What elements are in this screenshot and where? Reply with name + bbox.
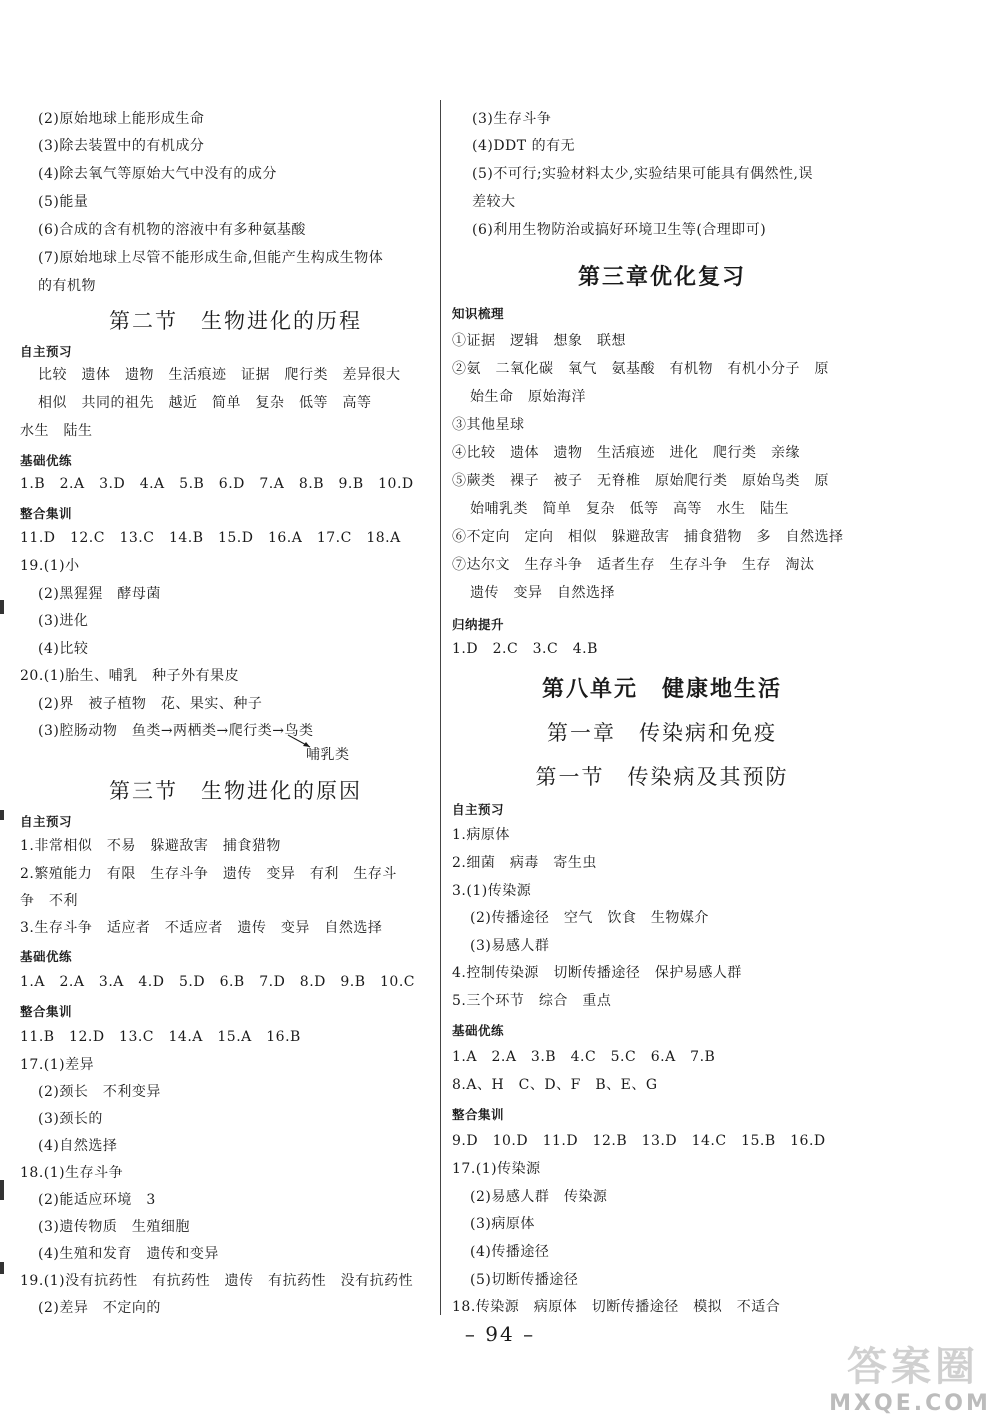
- answer-line: (4)生殖和发育 遗传和变异: [38, 1246, 219, 1262]
- subsection-label: 知识梳理: [452, 306, 505, 321]
- answer-line: (4)DDT 的有无: [472, 138, 576, 154]
- answer-line: 4.控制传染源 切断传播途径 保护易感人群: [452, 965, 742, 981]
- answer-line: ④比较 遗体 遗物 生活痕迹 进化 爬行类 亲缘: [452, 445, 800, 461]
- answer-line: 5.三个环节 综合 重点: [452, 993, 612, 1009]
- scan-mark: [0, 1180, 4, 1200]
- section-heading: 第二节 生物进化的历程: [109, 309, 362, 333]
- answer-line: 1.D 2.C 3.C 4.B: [452, 641, 598, 657]
- column-divider: [440, 100, 441, 1315]
- answer-line: 2.繁殖能力 有限 生存斗争 遗传 变异 有利 生存斗: [20, 866, 397, 882]
- answer-line: ①证据 逻辑 想象 联想: [452, 333, 626, 349]
- watermark: [825, 1335, 995, 1420]
- chapter-review-heading: 第三章优化复习: [577, 265, 746, 290]
- answer-line: 始哺乳类 简单 复杂 低等 高等 水生 陆生: [470, 501, 789, 517]
- answer-line: (4)自然选择: [38, 1138, 118, 1154]
- answer-line: (5)能量: [38, 194, 89, 210]
- answer-line: 17.(1)传染源: [452, 1161, 541, 1177]
- answer-line: ⑦达尔文 生存斗争 适者生存 生存斗争 生存 淘汰: [452, 557, 815, 573]
- answer-line: 1.病原体: [452, 827, 510, 843]
- subsection-label: 自主预习: [20, 344, 73, 359]
- scan-mark: [0, 600, 4, 614]
- section-heading: 第三节 生物进化的原因: [109, 779, 362, 803]
- answer-line: 差较大: [472, 194, 516, 210]
- answer-line: 相似 共同的祖先 越近 简单 复杂 低等 高等: [38, 395, 372, 411]
- answer-line: (2)界 被子植物 花、果实、种子: [38, 696, 263, 712]
- answer-line: (3)遗传物质 生殖细胞: [38, 1219, 190, 1235]
- answer-line: 11.D 12.C 13.C 14.B 15.D 16.A 17.C 18.A: [20, 530, 401, 546]
- answer-line: 11.B 12.D 13.C 14.A 15.A 16.B: [20, 1029, 301, 1045]
- unit-heading: 第八单元 健康地生活: [541, 677, 782, 702]
- answer-line: ⑤蕨类 裸子 被子 无脊椎 原始爬行类 原始鸟类 原: [452, 473, 829, 489]
- answer-line: 8.A、H C、D、F B、E、G: [452, 1077, 658, 1093]
- subsection-label: 整合集训: [20, 506, 73, 521]
- watermark-text: MXQE.COM: [829, 1391, 991, 1416]
- subsection-label: 基础优练: [20, 949, 73, 964]
- answer-line: 遗传 变异 自然选择: [470, 585, 615, 601]
- answer-line: 比较 遗体 遗物 生活痕迹 证据 爬行类 差异很大: [38, 367, 401, 383]
- answer-line: 1.非常相似 不易 躲避敌害 捕食猎物: [20, 838, 281, 854]
- answer-line: 3.生存斗争 适应者 不适应者 遗传 变异 自然选择: [20, 920, 383, 936]
- answer-line: 争 不利: [20, 893, 78, 909]
- answer-line: (3)除去装置中的有机成分: [38, 138, 205, 154]
- answer-line: (2)能适应环境 3: [38, 1192, 156, 1208]
- subsection-label: 整合集训: [20, 1004, 73, 1019]
- answer-line: (2)差异 不定向的: [38, 1300, 161, 1316]
- subsection-label: 整合集训: [452, 1107, 505, 1122]
- answer-line: 1.B 2.A 3.D 4.A 5.B 6.D 7.A 8.B 9.B 10.D: [20, 476, 414, 492]
- answer-line: 1.A 2.A 3.B 4.C 5.C 6.A 7.B: [452, 1049, 716, 1065]
- answer-line: 20.(1)胎生、哺乳 种子外有果皮: [20, 668, 240, 684]
- answer-line: (6)合成的含有机物的溶液中有多种氨基酸: [38, 222, 306, 238]
- subsection-label: 自主预习: [20, 814, 73, 829]
- answer-line: (2)颈长 不利变异: [38, 1084, 161, 1100]
- chapter-heading: 第一章 传染病和免疫: [547, 721, 777, 745]
- answer-line: (2)黑猩猩 酵母菌: [38, 586, 161, 602]
- answer-line: 19.(1)小: [20, 558, 80, 574]
- answer-line: (3)进化: [38, 613, 89, 629]
- answer-line: ②氨 二氧化碳 氧气 氨基酸 有机物 有机小分子 原: [452, 361, 829, 377]
- answer-line: (4)比较: [38, 641, 89, 657]
- scan-mark: [0, 1262, 4, 1274]
- answer-line: (3)病原体: [470, 1216, 535, 1232]
- subsection-label: 基础优练: [452, 1023, 505, 1038]
- answer-line: (2)易感人群 传染源: [470, 1189, 608, 1205]
- answer-line: 9.D 10.D 11.D 12.B 13.D 14.C 15.B 16.D: [452, 1133, 826, 1149]
- answer-line: (4)除去氧气等原始大气中没有的成分: [38, 166, 277, 182]
- subsection-label: 基础优练: [20, 453, 73, 468]
- page-number: – 94 –: [464, 1322, 536, 1346]
- answer-line: 水生 陆生: [20, 423, 93, 439]
- answer-line: ⑥不定向 定向 相似 躲避敌害 捕食猎物 多 自然选择: [452, 529, 844, 545]
- answer-line: (5)切断传播途径: [470, 1272, 579, 1288]
- answer-line: 18.传染源 病原体 切断传播途径 模拟 不适合: [452, 1299, 781, 1315]
- answer-line: (2)原始地球上能形成生命: [38, 111, 205, 127]
- answer-line: 1.A 2.A 3.A 4.D 5.D 6.B 7.D 8.D 9.B 10.C: [20, 974, 415, 990]
- answer-line: 3.(1)传染源: [452, 883, 532, 899]
- answer-line: (3)颈长的: [38, 1111, 103, 1127]
- answer-line: (4)传播途径: [470, 1244, 550, 1260]
- answer-line: ③其他星球: [452, 417, 525, 433]
- section-heading: 第一节 传染病及其预防: [535, 765, 789, 789]
- subsection-label: 归纳提升: [452, 617, 505, 632]
- answer-line: 始生命 原始海洋: [470, 389, 586, 405]
- answer-line: (3)生存斗争: [472, 111, 552, 127]
- answer-line: (5)不可行;实验材料太少,实验结果可能具有偶然性,误: [472, 166, 813, 182]
- answer-line: (3)腔肠动物 鱼类→两栖类→爬行类→鸟类: [38, 723, 314, 739]
- answer-line: 的有机物: [38, 278, 96, 294]
- subsection-label: 自主预习: [452, 802, 505, 817]
- answer-line: (7)原始地球上尽管不能形成生命,但能产生构成生物体: [38, 250, 384, 266]
- answer-line: 18.(1)生存斗争: [20, 1165, 124, 1181]
- scan-mark: [0, 810, 4, 820]
- answer-line: (3)易感人群: [470, 938, 550, 954]
- answer-line: 哺乳类: [306, 747, 350, 763]
- answer-line: 19.(1)没有抗药性 有抗药性 遗传 有抗药性 没有抗药性: [20, 1273, 414, 1289]
- watermark-logo-icon: 答案圈: [847, 1344, 979, 1390]
- answer-line: (6)利用生物防治或搞好环境卫生等(合理即可): [472, 222, 767, 238]
- answer-line: (2)传播途径 空气 饮食 生物媒介: [470, 910, 709, 926]
- answer-line: 17.(1)差异: [20, 1057, 95, 1073]
- answer-line: 2.细菌 病毒 寄生虫: [452, 855, 597, 871]
